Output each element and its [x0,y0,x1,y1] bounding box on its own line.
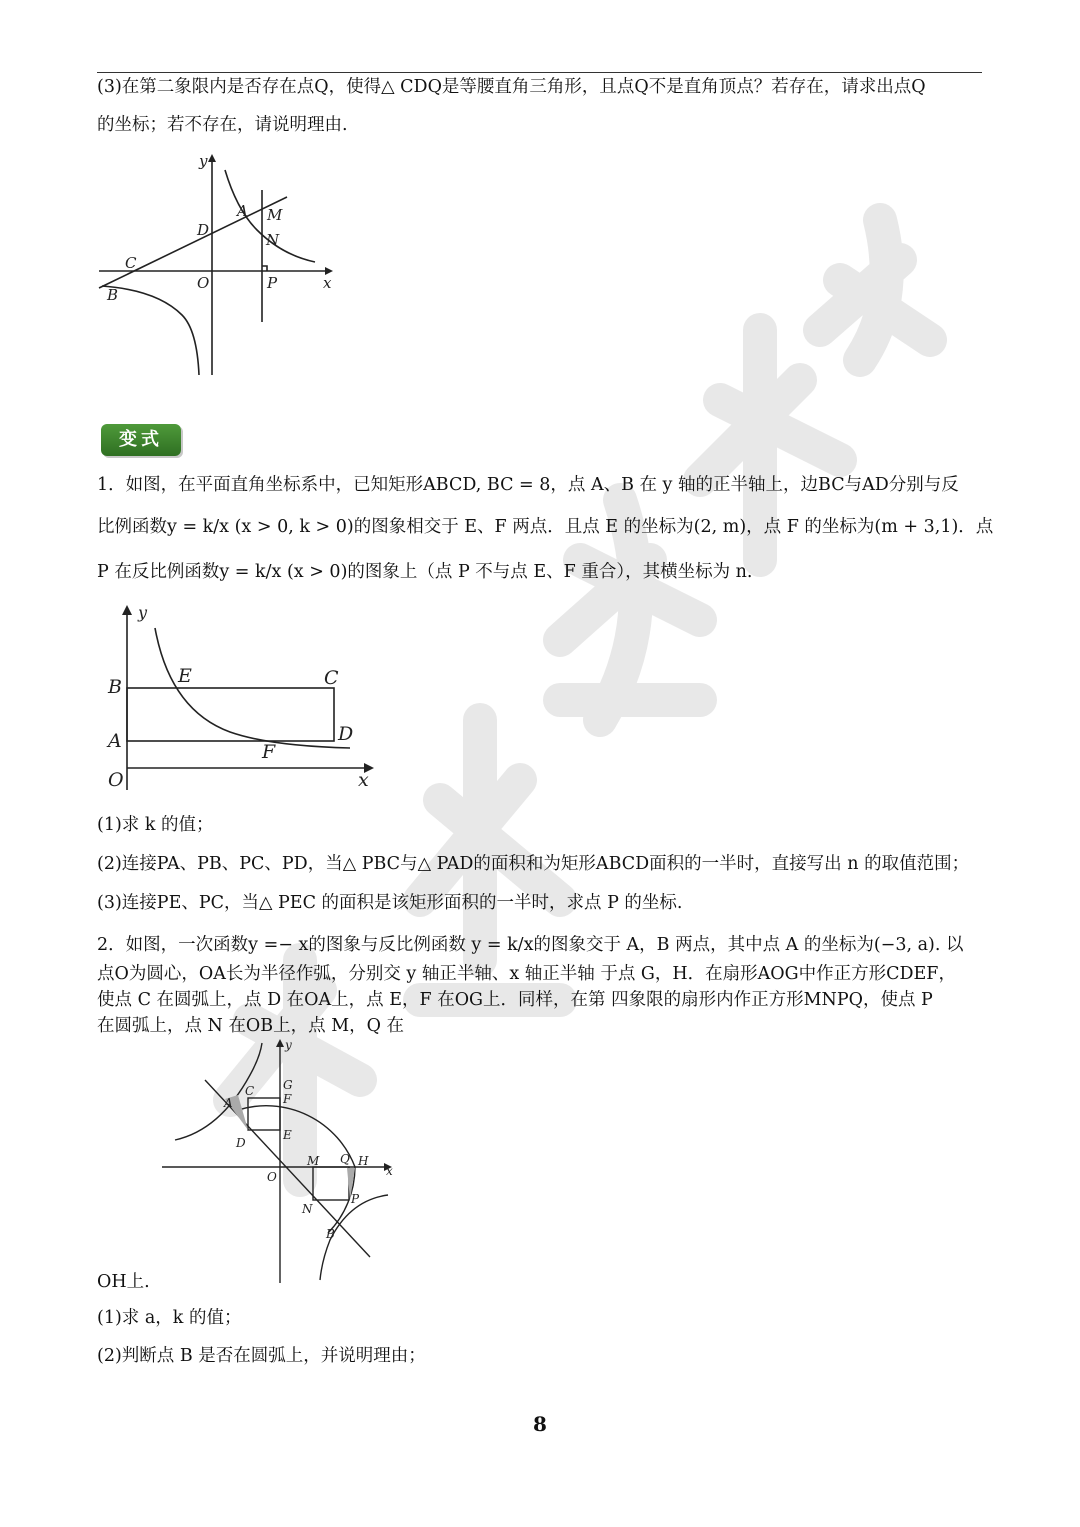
fig1-label-A: A [237,202,248,220]
fig2-rectangle [127,688,334,741]
figure-1 [97,150,342,380]
p2-line-2: 点O为圆心，OA长为半径作弧，分别交 y 轴正半轴、x 轴正半轴 于点 G，H．在扇形AOG中作正方形CDEF， [97,964,956,984]
fig2-label-F: F [262,741,276,763]
figure-2 [100,600,380,795]
fig3-label-M: M [307,1154,320,1168]
page-number: 8 [533,1412,547,1436]
fig3-label-Q: Q [340,1152,350,1166]
fig1-label-P: P [267,274,278,292]
fig3-label-B: B [326,1227,335,1241]
fig3-label-x: x [386,1164,393,1178]
fig1-label-N: N [266,231,280,249]
variant-badge: 变式 [101,424,181,456]
p1-q2: (2)连接PA、PB、PC、PD，当△ PBC与△ PAD的面积和为矩形ABCD面积的一半时，直接写出 n 的取值范围； [97,854,970,874]
fig1-label-B: B [107,286,119,304]
fig3-label-A: A [224,1096,233,1110]
fig2-label-O: O [108,769,124,791]
fig1-line [99,197,287,288]
fig3-label-D: D [236,1136,246,1150]
fig2-label-y: y [138,603,148,622]
fig2-label-E: E [178,665,192,687]
p1-line-3: P 在反比例函数y = k/x (x > 0)的图象上（点 P 不与点 E、F 重合），其横坐标为 n. [97,562,753,582]
p2-q1: (1)求 a，k 的值； [97,1308,242,1328]
top-rule [97,72,982,73]
p2-line-5: OH上. [97,1272,150,1292]
fig3-label-N: N [302,1202,313,1216]
fig3-label-P: P [351,1192,360,1206]
fig1-label-O: O [197,274,210,292]
p1-q1: (1)求 k 的值； [97,815,214,835]
q3-line-2: 的坐标；若不存在，请说明理由. [97,115,348,135]
fig3-square-mnpq [313,1167,349,1200]
fig1-label-M: M [267,206,283,224]
p2-q2: (2)判断点 B 是否在圆弧上，并说明理由； [97,1346,426,1366]
fig3-label-O: O [267,1170,277,1184]
p1-line-1: 1．如图，在平面直角坐标系中，已知矩形ABCD, BC = 8，点 A、B 在 y 轴的正半轴上，边BC与AD分别与反 [97,475,959,495]
fig3-label-E: E [283,1128,292,1142]
fig2-label-B: B [108,676,122,698]
fig3-label-C: C [245,1084,255,1098]
p1-q3: (3)连接PE、PC，当△ PEC 的面积是该矩形面积的一半时，求点 P 的坐标. [97,893,683,913]
fig3-label-F: F [283,1092,292,1106]
p2-line-1: 2．如图，一次函数y =− x的图象与反比例函数 y = k/x的图象交于 A，B 两点，其中点 A 的坐标为(−3, a). 以 [97,935,964,955]
fig2-label-x: x [358,769,369,791]
fig3-label-H: H [358,1154,369,1168]
fig3-label-G: G [283,1078,293,1092]
p1-line-2: 比例函数y = k/x (x > 0, k > 0)的图象相交于 E、F 两点．且点 E 的坐标为(2, m)，点 F 的坐标为(m + 3,1)．点 [97,517,994,537]
fig1-label-D: D [197,221,210,239]
figure-3 [160,1035,400,1285]
fig2-label-D: D [338,723,354,745]
fig3-label-y: y [285,1038,292,1052]
fig2-label-C: C [324,667,339,689]
q3-line-1: (3)在第二象限内是否存在点Q，使得△ CDQ是等腰直角三角形，且点Q不是直角顶点？若存在，请求出点Q [97,77,926,97]
fig1-label-C: C [125,254,137,272]
fig1-label-y: y [199,152,208,170]
fig3-arc-upper [238,1106,355,1167]
p2-line-4: 在圆弧上，点 N 在OB上，点 M，Q 在 [97,1016,405,1036]
p2-line-3: 使点 C 在圆弧上，点 D 在OA上，点 E，F 在OG上．同样，在第 四象限的扇形内作正方形MNPQ，使点 P [97,990,933,1010]
fig3-square-cdef [248,1098,280,1130]
fig1-label-x: x [323,274,332,292]
fig2-label-A: A [108,730,122,752]
